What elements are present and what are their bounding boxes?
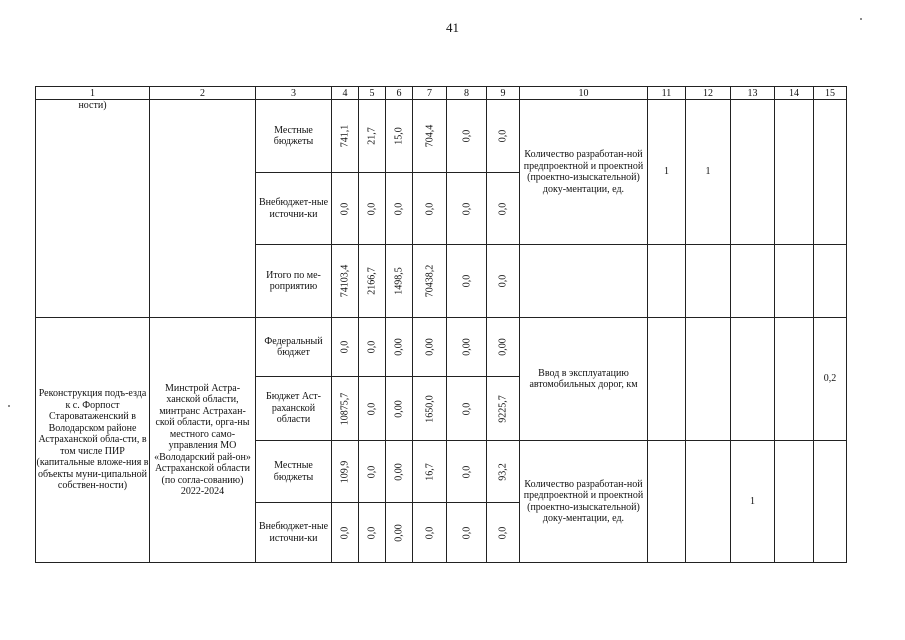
value: 0,0 [460,526,472,539]
scan-speck [8,405,10,407]
value-cell [487,318,520,377]
value-cell [413,100,447,173]
col-header: 15 [814,87,847,100]
value-cell [332,377,359,441]
value-cell [447,377,487,441]
value-cell [413,503,447,563]
value: 74103,4 [339,264,351,298]
value-cell [413,318,447,377]
value: 0,0 [366,340,378,354]
value: 70438,2 [423,264,435,298]
value: 16,7 [423,462,435,481]
value-cell [386,503,413,563]
indicator-text: Ввод в эксплуатацию автомобильных дорог, км [520,318,648,441]
col-header: 12 [686,87,731,100]
value-cell [413,441,447,503]
value: 93,2 [497,462,509,481]
value-cell [359,503,386,563]
value-cell [332,503,359,563]
value: 109,9 [339,460,351,483]
value-cell [447,503,487,563]
value: 704,4 [423,124,435,148]
value: 0,0 [460,402,472,415]
value-cell [359,100,386,173]
measure-name: Реконструкция подъ-езда к с. Форпост Староватаженский в Володарском районе Астраханской обла-сти, в том числе ПИР (капитальные вложе-ния в объекты муни-ципальной собствен-ности) [36,318,150,563]
value-cell [386,100,413,173]
page-number: 41 [446,20,459,35]
value-cell [386,173,413,245]
value-cell [447,100,487,173]
value: 9225,7 [497,394,509,423]
value-cell [487,503,520,563]
value-cell [413,173,447,245]
program-measures-table [35,86,847,563]
value-cell [447,441,487,503]
value-cell [359,441,386,503]
value-cell [487,377,520,441]
value: 0,0 [366,202,378,215]
value-cell [359,245,386,318]
value: 0,00 [393,462,405,481]
value-cell [332,100,359,173]
value-cell [386,245,413,318]
value-cell [332,318,359,377]
value: 0,00 [393,338,405,356]
value: 0,0 [460,465,472,478]
value: 0,0 [497,129,509,143]
col-header: 13 [731,87,775,100]
value-cell [359,377,386,441]
funding-source: Местные бюджеты [256,100,332,173]
indicator-value: 1 [648,100,686,245]
col-header: 2 [150,87,256,100]
col-header: 7 [413,87,447,100]
value: 1498,5 [393,267,405,295]
value-cell [332,245,359,318]
value: 0,0 [460,274,472,288]
value: 0,0 [423,202,435,215]
value: 0,0 [460,129,472,143]
value: 10875,7 [339,392,351,425]
value-cell [359,318,386,377]
value-cell [332,441,359,503]
executor-cell-empty [150,100,256,318]
indicator-text: Количество разработан-ной предпроектной и проектной (проектно-изыскательной) доку-ментации, ед. [520,100,648,245]
value: 0,0 [460,202,472,215]
funding-source: Бюджет Аст-раханской области [256,377,332,441]
table-row [36,318,847,377]
value-cell [487,441,520,503]
value-cell [447,245,487,318]
value-cell [332,173,359,245]
value-cell [413,245,447,318]
value: 0,0 [423,526,435,539]
value-cell [487,245,520,318]
value: 0,0 [366,526,378,539]
value: 0,00 [497,338,509,356]
value: 2166,7 [366,267,378,295]
col-header: 5 [359,87,386,100]
value: 15,0 [393,127,405,145]
value: 0,0 [497,526,509,539]
value: 0,0 [366,465,378,478]
col-header: 10 [520,87,648,100]
col-header: 11 [648,87,686,100]
col-header: 3 [256,87,332,100]
measure-name-fragment: ности) [36,100,150,318]
table-row [36,100,847,173]
value: 0,0 [497,202,509,215]
indicator-value: 0,2 [814,318,847,441]
value-cell [447,318,487,377]
value: 0,0 [339,340,351,354]
value-cell [413,377,447,441]
scan-speck [860,18,862,20]
indicator-value: 1 [731,441,775,563]
column-number-row [36,87,847,100]
value: 0,00 [393,399,405,418]
value-cell [386,441,413,503]
col-header: 4 [332,87,359,100]
indicator-text: Количество разработан-ной предпроектной и проектной (проектно-изыскательной) доку-ментации, ед. [520,441,648,563]
value: 0,00 [393,523,405,542]
value: 0,00 [460,338,472,356]
value: 1650,0 [423,394,435,423]
value-cell [487,173,520,245]
value: 741,1 [339,124,351,148]
col-header: 14 [775,87,814,100]
value: 0,0 [339,202,351,215]
col-header: 9 [487,87,520,100]
funding-source: Местные бюджеты [256,441,332,503]
value: 21,7 [366,127,378,145]
value-cell [359,173,386,245]
value-cell [386,318,413,377]
indicator-value: 1 [686,100,731,245]
executor: Минстрой Астра-ханской области, минтранс Астрахан-ской области, орга-ны местного само-управления МО «Володарский рай-он» Астраханской области (по согла-сованию) 2022-2024 [150,318,256,563]
value: 0,0 [339,526,351,539]
value: 0,00 [423,338,435,356]
value-cell [447,173,487,245]
funding-source: Внебюджет-ные источни-ки [256,173,332,245]
col-header: 1 [36,87,150,100]
value: 0,0 [366,402,378,415]
funding-source: Итого по ме-роприятию [256,245,332,318]
value-cell [386,377,413,441]
col-header: 8 [447,87,487,100]
col-header: 6 [386,87,413,100]
value: 0,0 [497,274,509,288]
funding-source: Федеральный бюджет [256,318,332,377]
value: 0,0 [393,202,405,215]
funding-source: Внебюджет-ные источни-ки [256,503,332,563]
value-cell [487,100,520,173]
